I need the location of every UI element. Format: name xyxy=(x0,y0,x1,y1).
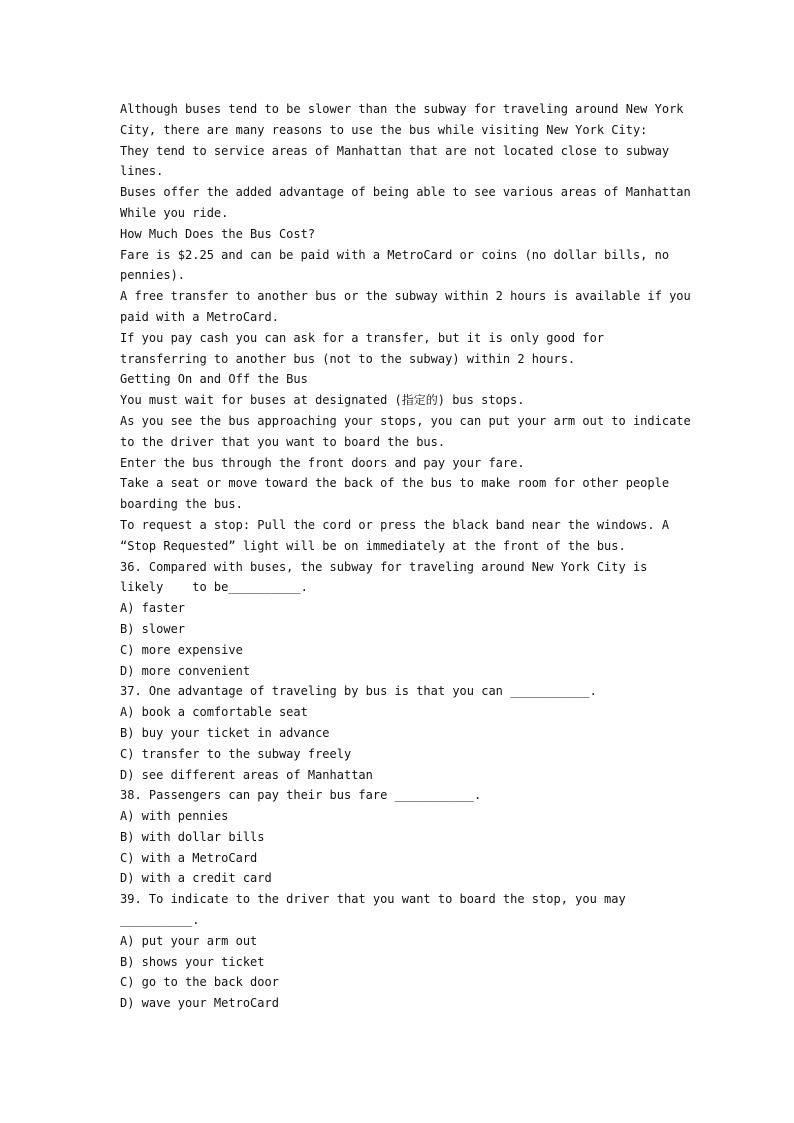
question-38 xyxy=(120,785,680,889)
section-heading-getting-on-off: Getting On and Off the Bus xyxy=(120,372,308,387)
option-c: C) more expensive xyxy=(120,642,243,657)
option-b: B) with dollar bills xyxy=(120,829,265,844)
question-39 xyxy=(120,889,680,1014)
question-stem: 37. One advantage of traveling by bus is that you can ___________. xyxy=(120,684,597,699)
question-stem: 36. Compared with buses, the subway for traveling around New York City is xyxy=(120,559,648,574)
passage-line: While you ride. xyxy=(120,205,229,220)
passage xyxy=(120,99,691,557)
passage-line: “Stop Requested” light will be on immediately at the front of the bus. xyxy=(120,538,626,553)
option-a: A) put your arm out xyxy=(120,933,258,948)
section-heading-cost: How Much Does the Bus Cost? xyxy=(120,226,316,241)
question-stem: 39. To indicate to the driver that you want to board the stop, you may xyxy=(120,892,626,907)
passage-line: Buses offer the added advantage of being able to see various areas of Manhattan xyxy=(120,185,691,200)
passage-line: If you pay cash you can ask for a transfer, but it is only good for xyxy=(120,330,605,345)
passage-line: to the driver that you want to board the bus. xyxy=(120,434,446,449)
option-b: B) buy your ticket in advance xyxy=(120,725,330,740)
passage-line: Although buses tend to be slower than the subway for traveling around New York xyxy=(120,102,684,116)
passage-line: They tend to service areas of Manhattan that are not located close to subway xyxy=(120,143,670,158)
passage-line: boarding the bus. xyxy=(120,497,243,512)
option-d: D) wave your MetroCard xyxy=(120,996,279,1011)
option-d: D) more convenient xyxy=(120,663,251,678)
passage-line: Take a seat or move toward the back of the bus to make room for other people xyxy=(120,476,670,491)
option-b: B) slower xyxy=(120,621,186,636)
question-37 xyxy=(120,681,680,785)
passage-line: paid with a MetroCard. xyxy=(120,309,279,324)
option-c: C) go to the back door xyxy=(120,975,279,990)
passage-line: lines. xyxy=(120,164,164,179)
option-c: C) with a MetroCard xyxy=(120,850,258,865)
option-a: A) book a comfortable seat xyxy=(120,705,308,720)
passage-line: You must wait for buses at designated (指定的) bus stops. xyxy=(120,393,525,408)
option-d: D) with a credit card xyxy=(120,871,272,886)
question-stem: __________. xyxy=(120,913,200,928)
passage-line: transferring to another bus (not to the subway) within 2 hours. xyxy=(120,351,576,366)
option-a: A) with pennies xyxy=(120,809,229,824)
passage-line: As you see the bus approaching your stops, you can put your arm out to indicate xyxy=(120,413,691,428)
document-body xyxy=(120,99,691,1014)
option-d: D) see different areas of Manhattan xyxy=(120,767,373,782)
question-stem: likely to be__________. xyxy=(120,580,308,595)
option-a: A) faster xyxy=(120,601,186,616)
passage-line: A free transfer to another bus or the subway within 2 hours is available if you xyxy=(120,289,691,304)
option-c: C) transfer to the subway freely xyxy=(120,746,352,761)
passage-line: To request a stop: Pull the cord or press the black band near the windows. A xyxy=(120,517,670,532)
passage-line: Fare is $2.25 and can be paid with a MetroCard or coins (no dollar bills, no xyxy=(120,247,670,262)
option-b: B) shows your ticket xyxy=(120,954,265,969)
question-36 xyxy=(120,557,680,682)
passage-line: Enter the bus through the front doors and pay your fare. xyxy=(120,455,525,470)
passage-line: City, there are many reasons to use the bus while visiting New York City: xyxy=(120,122,648,137)
passage-line: pennies). xyxy=(120,268,186,283)
question-stem: 38. Passengers can pay their bus fare ___________. xyxy=(120,788,482,803)
